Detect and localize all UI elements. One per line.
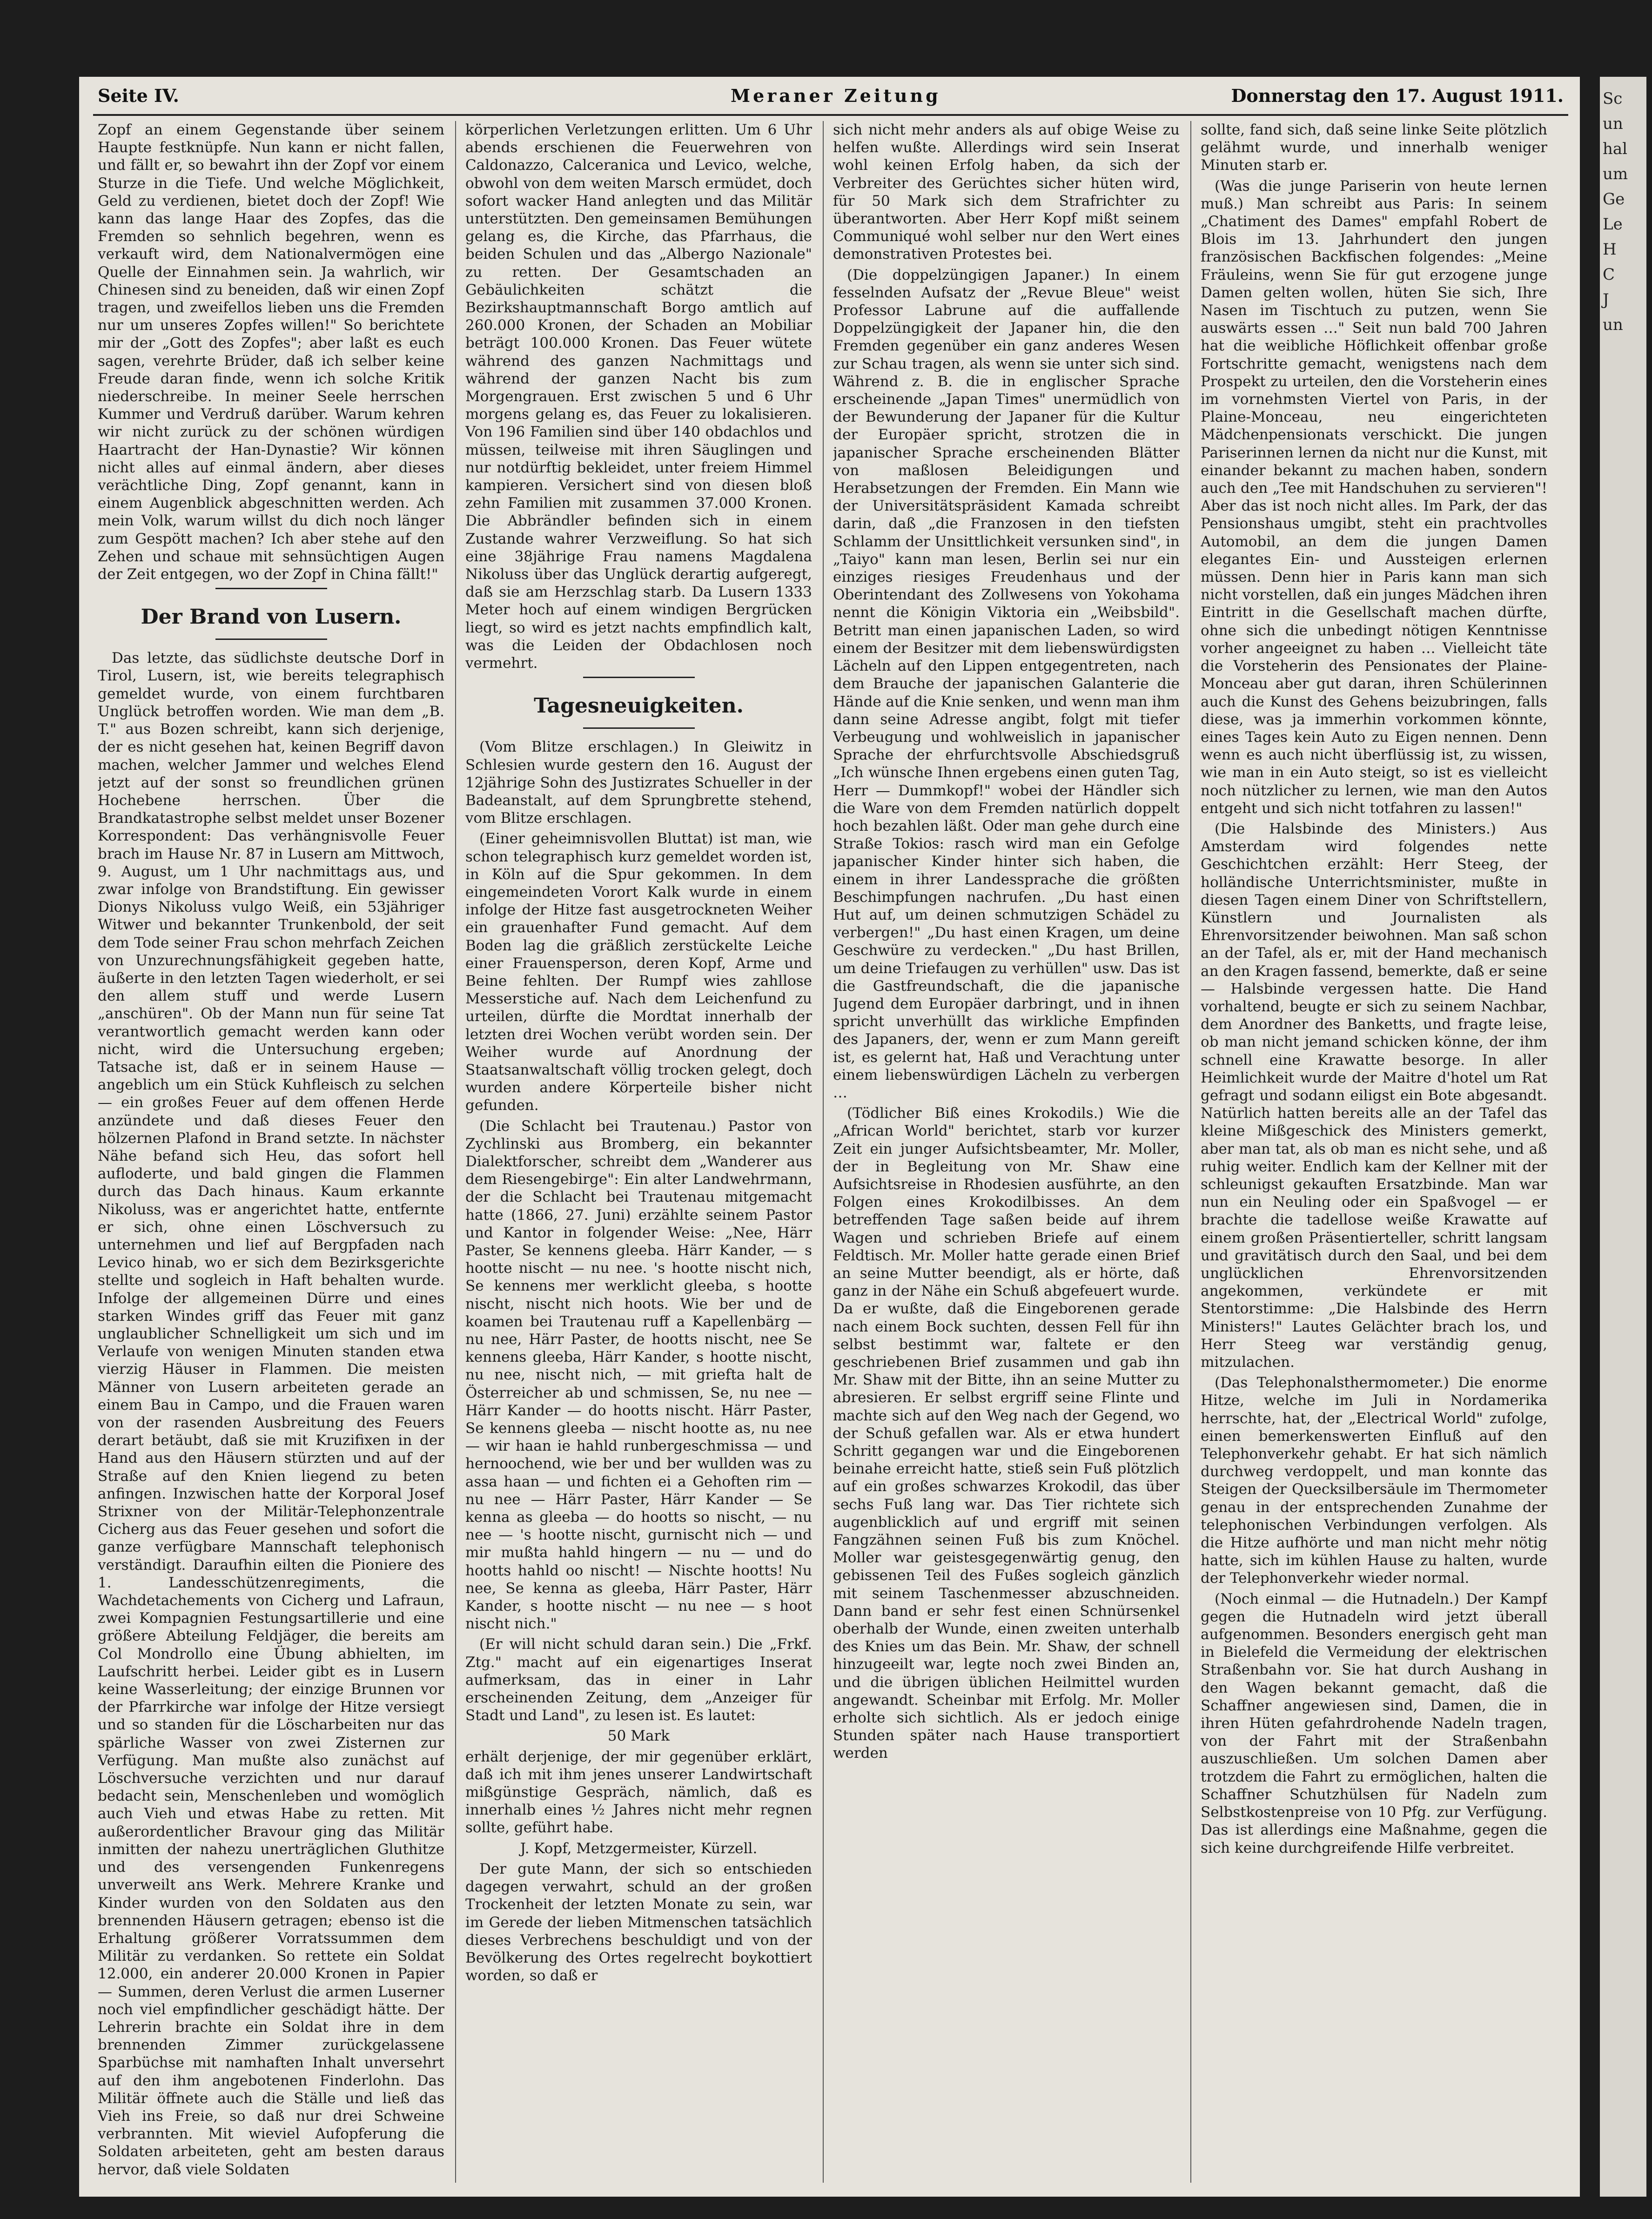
page-label: Seite IV. bbox=[98, 85, 179, 106]
news-item: sollte, fand sich, daß seine linke Seite plötzlich gelähmt wurde, und innerhalb weniger Minuten starb er. bbox=[1201, 121, 1547, 174]
quoted-ad-amount: 50 Mark bbox=[607, 1728, 670, 1745]
edge-fragment: um bbox=[1603, 165, 1628, 183]
edge-fragment: Sc bbox=[1603, 89, 1623, 108]
masthead bbox=[98, 85, 1564, 113]
section-headline: Tagesneuigkeiten. bbox=[534, 694, 744, 718]
news-item: (Das Telephonalsthermometer.) Die enorme Hitze, welche im Juli in Nordamerika herrschte, hat, der „Electrical World" zufolge, einen bemerkenswerten Einfluß auf den Telephonverkehr gehabt. Er hat sich nämlich durchweg verdoppelt, und man konnte das Steigen der Quecksilbersäule im Thermometer genau in der entsprechenden Zunahme der telephonischen Verbindungen verfolgen. Als die Hitze aufhörte und man nicht mehr nötig hatte, sich im kühlen Hause zu halten, wurde der Telephonverkehr wieder normal. bbox=[1201, 1374, 1547, 1587]
news-item: (Noch einmal — die Hutnadeln.) Der Kampf gegen die Hutnadeln wird jetzt überall aufgenommen. Besonders energisch geht man in Bielefeld die Vermeidung der elektrischen Straßenbahn vor. Sie hat durch Aushang in den Wagen bekannt gemacht, daß die Schaffner angewiesen sind, Damen, die in ihren Hüten gefahrdrohende Nadeln tragen, von der Fahrt mit der Straßenbahn auszuschließen. Um solchen Damen aber trotzdem die Fahrt zu ermöglichen, halten die Schaffner Schutzhülsen für Nadeln zum Selbstkostenpreise von 10 Pfg. zur Verfügung. Das ist allerdings eine Maßnahme, gegen die sich keine durchgreifende Hilfe verbreitet. bbox=[1201, 1590, 1547, 1856]
article-text: Zopf an einem Gegenstande über seinem Haupte festknüpfe. Nun kann er nicht fallen, und fällt er, so bewahrt ihn der Zopf vor einem Sturze in die Tiefe. Und welche Möglichkeit, Geld zu verdienen, bietet doch der Zopf! Wie kann das lange Haar des Zopfes, das die Fremden so sehnlich begehren, wenn es verkauft wird, dem Nationalvermögen eine Quelle der Einnahmen sein. Ja wahrlich, wir Chinesen sind zu beneiden, daß wir einen Zopf tragen, und zweifellos lieben uns die Fremden nur um unseres Zopfes willen!" So berichtete mir der „Gott des Zopfes"; aber laßt es euch sagen, verehrte Brüder, daß ich selber keine Freude daran finde, wenn ich solche Kritik niederschreibe. In meiner Seele herrschen Kummer und Verdruß darüber. Warum kehren wir nicht zurück zu der schönen würdigen Haartracht der Han-Dynastie? Wir können nicht alles auf einmal ändern, aber dieses verächtliche Ding, Zopf genannt, kann in einem Augenblick abgeschnitten werden. Ach mein Volk, warum willst du dich noch länger zum Gespött machen? Ich aber stehe auf den Zehen und schaue mit sehnsüchtigen Augen der Zeit entgegen, wo der Zopf in China fällt!" bbox=[98, 121, 444, 583]
news-item: (Was die junge Pariserin von heute lernen muß.) Man schreibt aus Paris: In seinem „Chatiment des Dames" empfahl Robert de Blois im 13. Jahrhundert den jungen französischen Backfischen folgendes: „Meine Fräuleins, wenn Sie für gut erzogene junge Damen gelten wollen, hüten Sie sich, Ihre Nasen im Tischtuch zu putzen, wenn Sie auswärts essen …" Seit nun bald 700 Jahren hat die weibliche Höflichkeit offenbar große Fortschritte gemacht, wenigstens nach dem Prospekt zu urteilen, den die Vorsteherin eines im vornehmsten Viertel von Paris, in der Plaine-Monceau, neu eingerichteten Mädchenpensionats verschickt. Die jungen Pariserinnen lernen da nicht nur die Kunst, mit einander bekannt zu machen haben, sondern auch den „Tee mit Handschuhen zu servieren"! Aber das ist noch nicht alles. Im Park, der das Pensionshaus umgibt, steht ein prachtvolles Automobil, an dem die jungen Damen elegantes Ein- und Aussteigen erlernen müssen. Denn hier in Paris kann man sich nicht vorstellen, daß ein junges Mädchen ihren Eintritt in die Gesellschaft machen dürfte, ohne sich die unbedingt nötigen Kenntnisse vorher angeeignet zu haben … Vielleicht täte die Vorsteherin des Pensionates der Plaine-Monceau aber gut daran, ihren Schülerinnen auch die Kunst des Gehens beizubringen, falls diese, was ja immerhin vorkommen könnte, eines Tages kein Auto zu Eigen nennen. Denn wenn es auch nicht überflüssig ist, zu wissen, wie man in ein Auto steigt, so ist es vielleicht noch nützlicher zu lernen, wie man den Autos entgeht und sich nicht totfahren zu lassen!" bbox=[1201, 177, 1547, 817]
edge-fragment: Ge bbox=[1603, 190, 1625, 208]
issue-date: Donnerstag den 17. August 1911. bbox=[1231, 85, 1564, 106]
news-item: sich nicht mehr anders als auf obige Weise zu helfen wußte. Allerdings wird sein Inserat wohl keinen Erfolg haben, da sich der Verbreiter des Gerüchtes sicher hüten wird, für 50 Mark sich dem Strafrichter zu überantworten. Aber Herr Kopf mißt seinem Communiqué wohl selber nur den Wert eines demonstrativen Protestes bei. bbox=[833, 121, 1180, 263]
quoted-ad-signature: J. Kopf, Metzgermeister, Kürzell. bbox=[520, 1840, 758, 1857]
news-item: (Tödlicher Biß eines Krokodils.) Wie die „African World" berichtet, starb vor kurzer Zeit ein junger Aufsichtsbeamter, Mr. Moller, der in Begleitung von Mr. Shaw eine Aufsichtsreise in Rhodesien ausführte, an den Folgen eines Krokodilbisses. An dem betreffenden Tage saßen beide auf ihrem Wagen und schrieben Briefe auf einem Feldtisch. Mr. Moller hatte gerade einen Brief an seine Mutter beendigt, als er hörte, daß ganz in der Nähe ein Schuß abgefeuert wurde. Da er wußte, daß die Eingeborenen gerade nach einem Bock suchten, dessen Fell für ihn selbst bestimmt war, faltete er den geschriebenen Brief zusammen und gab ihn Mr. Shaw mit der Bitte, ihn an seine Mutter zu abresieren. Er selbst ergriff seine Flinte und machte sich auf den Weg nach der Gegend, wo der Schuß gefallen war. Als er etwa hundert Schritt gegangen war und die Eingeborenen beinahe erreicht hatte, stieß sein Fuß plötzlich auf ein großes schwarzes Krokodil, das über sechs Fuß lang war. Das Tier richtete sich augenblicklich auf und ergriff mit seinen Fangzähnen seinen Fuß bis zum Knöchel. Moller war geistesgegenwärtig genug, den gebissenen Teil des Fußes sogleich gänzlich mit seinem Taschenmesser abzuschneiden. Dann band er sehr fest einen Schnürsenkel oberhalb der Wunde, einen zweiten unterhalb des Knies um das Bein. Mr. Shaw, der schnell hinzugeeilt war, legte noch zwei Binden an, und die übrigen üblichen Heilmittel wurden angewandt. Scheinbar mit Erfolg. Mr. Moller erholte sich sichtlich. Als er jedoch einige Stunden später nach Hause transportiert werden bbox=[833, 1105, 1180, 1762]
separator bbox=[215, 639, 327, 640]
separator bbox=[215, 588, 327, 589]
column-divider bbox=[455, 121, 456, 2183]
separator bbox=[583, 727, 695, 729]
article-headline: Der Brand von Lusern. bbox=[141, 605, 402, 629]
separator bbox=[583, 677, 695, 678]
news-item: (Einer geheimnisvollen Bluttat) ist man, wie schon telegraphisch kurz gemeldet worden ist, in Köln auf die Spur gekommen. In dem eingemeindeten Vorort Kalk wurde in einem infolge der Hitze fast ausgetrockneten Weiher ein grauenhafter Fund gemacht. Auf dem Boden lag die gräßlich zerstückelte Leiche einer Frauensperson, deren Kopf, Arme und Beine fehlten. Der Rumpf wies zahllose Messerstiche auf. Nach dem Leichenfund zu urteilen, dürfte die Mordtat innerhalb der letzten drei Wochen verübt worden sein. Der Weiher wurde auf Anordnung der Staatsanwaltschaft völlig trocken gelegt, doch wurden andere Körperteile bisher nicht gefunden. bbox=[465, 830, 812, 1114]
header-rule bbox=[93, 114, 1568, 116]
news-item: (Die Schlacht bei Trautenau.) Pastor von Zychlinski aus Bromberg, ein bekannter Dialektforscher, schreibt dem „Wanderer aus dem Riesengebirge": Ein alter Landwehrmann, der die Schlacht bei Trautenau mitgemacht hatte (1866, 27. Juni) erzählte seinem Pastor und Kantor in folgender Weise: „Nee, Härr Paster, Se kennens gleeba. Härr Kander, — s hootte nischt — nu nee. 's hootte nischt nich, Se kennens mer werklicht gleeba, s hootte nischt, nischt nich hoots. Wie ber und de koamen bei Trautenau ruff a Kapellenbärg — nu nee, Härr Paster, de hootts nischt, nee Se kennens gleeba, Härr Kander, s hootte nischt, nu nee, nischt nich, — mit griefta halt de Österreicher ab und schmissen, Se, nu nee — Härr Kander — do hootts nischt. Härr Paster, Se kennens gleeba — nischt hootte as, nu nee — wir haan ie hahld runbergeschmissa — und hernoochend, wie ber und ber wullden was zu assa haan — und fichten ei a Gehoften rim — nu nee — Härr Paster, Härr Kander — Se kenna as gleeba — do hootts so nischt, — nu nee — 's hootte nischt, gurnischt nich — und mir mußta hahld hingern — nu — und do hootts hahld oo nischt! — Nischte hootts! Nu nee, Se kenna as gleeba, Härr Paster, Härr Kander, s hootte nischt — nu nee — s hoot nischt nich." bbox=[465, 1117, 812, 1633]
news-item: Der gute Mann, der sich so entschieden dagegen verwahrt, schuld an der großen Trockenheit der letzten Monate zu sein, war im Gerede der lieben Mitmenschen tatsächlich dieses Verbrechens beschuldigt und von der Bevölkerung des Ortes regelrecht boykottiert worden, so daß er bbox=[465, 1860, 812, 1984]
article-text: körperlichen Verletzungen erlitten. Um 6 Uhr abends erschienen die Feuerwehren von Caldonazzo, Calceranica und Levico, welche, obwohl von dem weiten Marsch ermüdet, doch sofort wacker Hand anlegten und das Militär unterstützten. Den gemeinsamen Bemühungen gelang es, die Kirche, das Pfarrhaus, die beiden Schulen und das „Albergo Nazionale" zu retten. Der Gesamtschaden an Gebäulichkeiten schätzt die Bezirkshauptmannschaft Borgo amtlich auf 260.000 Kronen, der Schaden an Mobiliar beträgt 100.000 Kronen. Das Feuer wütete während des ganzen Nachmittags und während der ganzen Nacht bis zum Morgengrauen. Erst zwischen 5 und 6 Uhr morgens gelang es, das Feuer zu lokalisieren. Von 196 Familien sind über 140 obdachlos und müssen, teilweise mit ihren Säuglingen und nur notdürftig bekleidet, unter freiem Himmel kampieren. Versichert sind von diesen bloß zehn Familien mit zusammen 37.000 Kronen. Die Abbrändler befinden sich in einem Zustande wahrer Verzweiflung. So hat sich eine 38jährige Frau namens Magdalena Nikoluss über das Unglück derartig aufgeregt, daß sie am Herzschlag starb. Da Lusern 1333 Meter hoch auf einem windigen Bergrücken liegt, so wird es jetzt nachts empfindlich kalt, was die Leiden der Obdachlosen noch vermehrt. bbox=[465, 121, 812, 672]
newspaper-title: Meraner Zeitung bbox=[731, 85, 941, 106]
column-divider bbox=[1190, 121, 1191, 2183]
column-4 bbox=[1201, 121, 1547, 2183]
edge-fragment: un bbox=[1603, 316, 1623, 334]
news-item: (Die Halsbinde des Ministers.) Aus Amsterdam wird folgendes nette Geschichtchen erzählt: Herr Steeg, der holländische Unterrichtsminister, mußte in diesen Tagen einem Diner von Schriftstellern, Künstlern und Journalisten als Ehrenvorsitzender beiwohnen. Man saß schon an der Tafel, als er, mit der Hand mechanisch an den Kragen fassend, bemerkte, daß er seine — Halsbinde vergessen hatte. Die Hand vorhaltend, beugte er sich zu seinem Nachbar, dem Anordner des Banketts, und fragte leise, ob man nicht jemand schicken könne, der ihm schnell eine Krawatte besorge. In aller Heimlichkeit wurde der Maitre d'hotel um Rat gefragt und sodann eiligst ein Bote abgesandt. Natürlich hatten bereits alle an der Tafel das kleine Mißgeschick des Ministers gemerkt, aber man tat, als ob man es nicht sehe, und aß ruhig weiter. Endlich kam der Kellner mit der schleunigst gekauften Ersatzbinde. Man war nun ein Neuling oder ein Spaßvogel — er brachte die tadellose weiße Krawatte auf einem großen Präsentierteller, schritt langsam und gravitätisch durch den Saal, und bei dem unglücklichen Ehrenvorsitzenden angekommen, verkündete er mit Stentorstimme: „Die Halsbinde des Herrn Ministers!" Lautes Gelächter brach los, und Herr Steeg war verständig genug, mitzulachen. bbox=[1201, 820, 1547, 1371]
edge-fragment: C bbox=[1603, 265, 1615, 284]
column-1 bbox=[98, 121, 444, 2183]
column-divider bbox=[823, 121, 824, 2183]
quoted-ad-text: erhält derjenige, der mir gegenüber erklärt, daß ich mit ihm jenes unserer Landwirtschaft mißgünstige Gespräch, nämlich, daß es innerhalb eines ½ Jahres nicht mehr regnen sollte, geführt habe. bbox=[465, 1748, 812, 1836]
column-3 bbox=[833, 121, 1180, 2183]
edge-fragment: hal bbox=[1603, 140, 1628, 158]
column-2 bbox=[465, 121, 812, 2183]
news-item: (Die doppelzüngigen Japaner.) In einem fesselnden Aufsatz der „Revue Bleue" weist Professor Labrune auf die auffallende Doppelzüngigkeit der Japaner hin, die den Fremden gegenüber ein ganz anderes Wesen zur Schau tragen, als wenn sie unter sich sind. Während z. B. die in englischer Sprache erscheinende „Japan Times" unermüdlich von der Bewunderung der Japaner für die Kultur der Europäer spricht, strotzen die in japanischer Sprache erscheinenden Blätter von maßlosen Beleidigungen und Herabsetzungen der Fremden. Ein Mann wie der Universitätspräsident Kamada schreibt darin, daß „die Franzosen in den tiefsten Schlamm der Unsittlichkeit versunken sind", in „Taiyo" kann man lesen, Berlin sei nur ein einziges riesiges Freudenhaus und der Oberintendant des Zollwesens von Yokohama nennt die Königin Viktoria ein „Weibsbild". Betritt man einen japanischen Laden, so wird einem der Besitzer mit dem liebenswürdigsten Lächeln auf den Lippen entgegentreten, nach dem Brauche der japanischen Galanterie die Hände auf die Knie senken, und wenn man ihm dann seine Adresse angibt, folgt mit tiefer Verbeugung und wohlweislich in japanischer Sprache der ehrfurchtsvolle Abschiedsgruß „Ich wünsche Ihnen ergebens einen guten Tag, Herr — Dummkopf!" wobei der Händler sich die Ware von dem Fremden natürlich doppelt hoch bezahlen läßt. Oder man gehe durch eine Straße Tokios: rasch wird man ein Gefolge japanischer Kinder hinter sich haben, die einem in ihrer Landessprache die größten Beschimpfungen nachrufen. „Du hast einen Hut auf, um deinen schmutzigen Schädel zu verbergen!" „Du hast einen Kragen, um deine Geschwüre zu verdecken." „Du hast Brillen, um deine Triefaugen zu verhüllen" usw. Das ist die Gastfreundschaft, die die japanische Jugend dem Europäer darbringt, und in ihnen spricht unverhüllt das wirkliche Empfinden des Japaners, der, wenn er zum Mann gereift ist, es gelernt hat, Haß und Verachtung unter einem liebenswürdigen Lächeln zu verbergen … bbox=[833, 266, 1180, 1101]
edge-fragment: J bbox=[1603, 290, 1609, 309]
news-item: (Er will nicht schuld daran sein.) Die „Frkf. Ztg." macht auf ein eigenartiges Inserat aufmerksam, das in einer in Lahr erscheinenden Zeitung, dem „Anzeiger für Stadt und Land", zu lesen ist. Es lautet: bbox=[465, 1636, 812, 1724]
edge-fragment: H bbox=[1603, 240, 1617, 259]
article-text: Das letzte, das südlichste deutsche Dorf in Tirol, Lusern, ist, wie bereits telegraphisch gemeldet wurde, von einem furchtbaren Unglück betroffen worden. Wie man dem „B. T." aus Bozen schreibt, kann sich derjenige, der es nicht gesehen hat, keinen Begriff davon machen, welcher Jammer und welches Elend jetzt auf der sonst so freundlichen grünen Hochebene herrschen. Über die Brandkatastrophe selbst meldet unser Bozener Korrespondent: Das verhängnisvolle Feuer brach im Hause Nr. 87 in Lusern am Mittwoch, 9. August, um 1 Uhr nachmittags aus, und zwar infolge von Brandstiftung. Ein gewisser Dionys Nikoluss vulgo Weiß, ein 53jähriger Witwer und bekannter Trunkenbold, der seit dem Tode seiner Frau schon mehrfach Zeichen von Unzurechnungsfähigkeit gegeben hatte, äußerte in den letzten Tagen wiederholt, er sei den allem stuff und werde Lusern „anschüren". Ob der Mann nun für seine Tat verantwortlich gemacht werden kann oder nicht, wird die Untersuchung ergeben; Tatsache ist, daß er in seinem Hause — angeblich um ein Stück Kuhfleisch zu selchen — ein großes Feuer auf dem offenen Herde anzündete und daß dieses Feuer den hölzernen Plafond in Brand setzte. In nächster Nähe befand sich Heu, das sofort hell aufloderte, und bald gingen die Flammen durch das Dach hinaus. Kaum erkannte Nikoluss, was er angerichtet hatte, entfernte er sich, ohne einen Löschversuch zu unternehmen und lief auf Bergpfaden nach Levico hinab, wo er sich dem Bezirksgerichte stellte und sogleich in Haft behalten wurde. Infolge der allgemeinen Dürre und eines starken Windes griff das Feuer mit ganz unglaublicher Schnelligkeit um sich und im Verlaufe von wenigen Minuten standen etwa vierzig Häuser in Flammen. Die meisten Männer von Lusern arbeiteten gerade an einem Bau in Campo, und die Frauen waren von der rasenden Ausbreitung des Feuers derart betäubt, daß sie mit Kruzifixen in der Hand aus den Häusern stürzten und auf der Straße auf den Knien liegend zu beten anfingen. Inzwischen hatte der Korporal Josef Strixner von der Militär-Telephonzentrale Cicherg aus das Feuer gesehen und sofort die ganze verfügbare Mannschaft telephonisch verständigt. Daraufhin eilten die Pioniere des 1. Landesschützenregiments, die Wachdetachements von Cicherg und Lafraun, zwei Kompagnien Festungsartillerie und eine größere Abteilung Feldjäger, die bereits am Col Mondrollo eine Übung abhielten, im Laufschritt herbei. Leider gibt es in Lusern keine Wasserleitung; der einzige Brunnen vor der Pfarrkirche war infolge der Hitze versiegt und so standen für die Löscharbeiten nur das spärliche Wasser von zwei Zisternen zur Verfügung. Man mußte also zunächst auf Löschversuche verzichten und nur darauf bedacht sein, Menschenleben und womöglich auch Vieh und etwas Habe zu retten. Mit außerordentlicher Bravour ging das Militär inmitten der nahezu unerträglichen Gluthitze und des versengenden Funkenregens unverweilt ans Werk. Mehrere Kranke und Kinder wurden von den Soldaten aus den brennenden Häusern getragen; ebenso ist die Erhaltung größerer Vorratssummen dem Militär zu verdanken. So rettete ein Soldat 12.000, ein anderer 20.000 Kronen in Papier — Summen, deren Verlust die armen Luserner noch viel empfindlicher geschädigt hätte. Der Lehrerin brachte ein Soldat ihre in dem brennenden Zimmer zurückgelassene Sparbüchse mit namhaften Inhalt unversehrt auf den ihm angebotenen Finderlohn. Das Militär öffnete auch die Ställe und ließ das Vieh ins Freie, so daß nur drei Schweine verbrannten. Mit wieviel Aufopferung die Soldaten arbeiteten, geht am besten daraus hervor, daß viele Soldaten bbox=[98, 650, 444, 2178]
adjacent-page-edge bbox=[1600, 77, 1646, 2197]
news-item: (Vom Blitze erschlagen.) In Gleiwitz in Schlesien wurde gestern den 16. August der 12jährige Sohn des Justizrates Schueller in der Badeanstalt, auf dem Sprungbrette stehend, vom Blitze erschlagen. bbox=[465, 739, 812, 827]
edge-fragment: Le bbox=[1603, 215, 1623, 234]
edge-fragment: un bbox=[1603, 114, 1623, 133]
newspaper-page bbox=[79, 77, 1580, 2197]
